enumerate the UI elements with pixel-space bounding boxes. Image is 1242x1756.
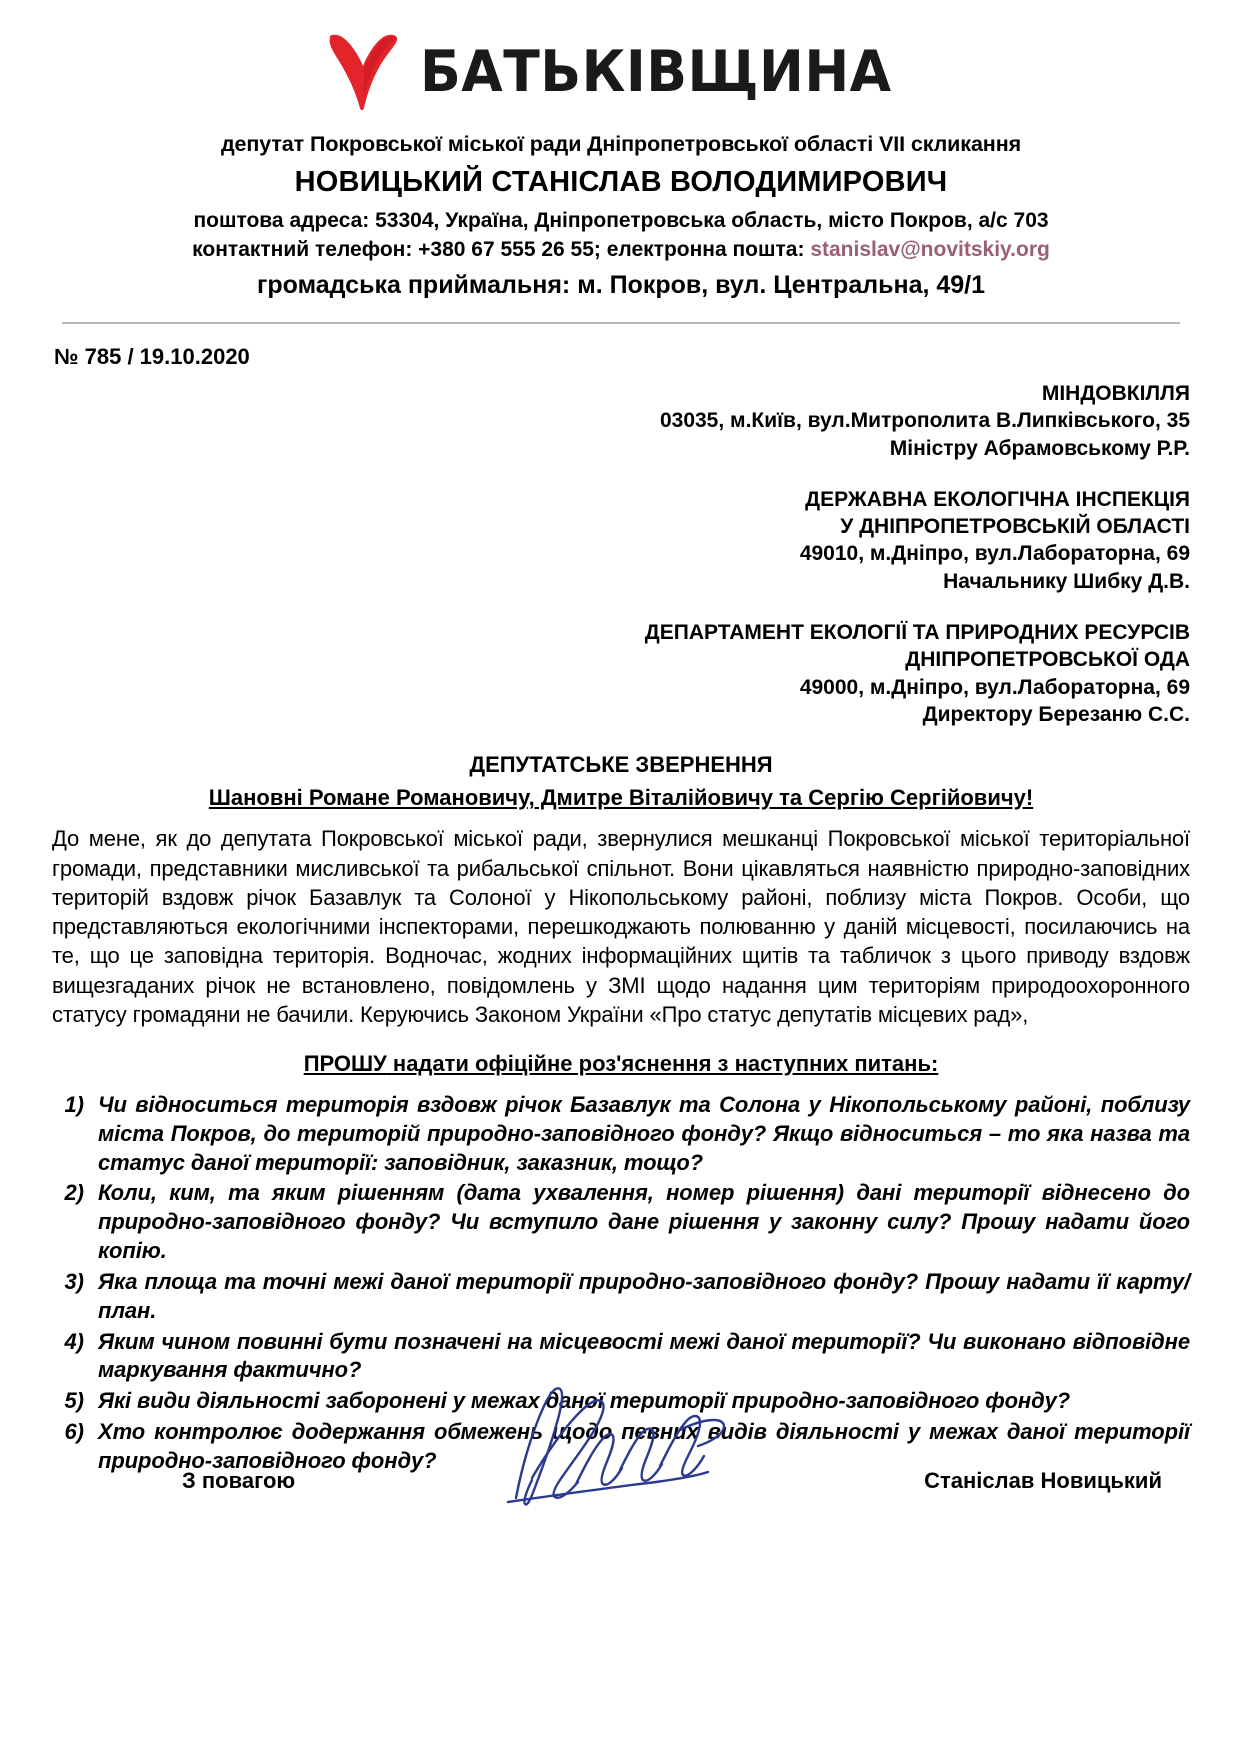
- header-divider: [62, 322, 1180, 324]
- letterhead: [52, 0, 1190, 324]
- addressee-line: Начальнику Шибку Д.В.: [943, 569, 1190, 593]
- addressee-line: Міністру Абрамовському Р.Р.: [889, 436, 1190, 460]
- question-item: [52, 1268, 1190, 1326]
- document-number: № 785 / 19.10.2020: [54, 344, 250, 369]
- question-text: Коли, ким, та яким рішенням (дата ухвалення, номер рішення) дані території віднесено до природно-заповідного фонду? Чи вступило дане рішення у законну силу? Прошу надати його копію.: [98, 1180, 1190, 1264]
- question-item: [52, 1091, 1190, 1177]
- question-number: 4): [64, 1328, 84, 1354]
- question-item: [52, 1179, 1190, 1265]
- question-number: 1): [64, 1092, 84, 1118]
- deputy-full-name: НОВИЦЬКИЙ СТАНІСЛАВ ВОЛОДИМИРОВИЧ: [294, 166, 948, 198]
- body-paragraph: До мене, як до депутата Покровської міської ради, звернулися мешканці Покровської міської територіальної громади, представники мисливської та рибальської спільнот. Вони цікавляться наявністю природно-заповідних територій вздовж річок Базавлук та Солоної у Нікопольському районі, поблизу міста Покров. Особи, що представляються екологічними інспекторами, перешкоджають полюванню у даній місцевості, посилаючись на те, що це заповідна територія. Водночас, жодних інформаційних щитів та табличок з цього приводу вздовж вищезгаданих річок не встановлено, повідомлень у ЗМІ щодо надання цим територіям природоохоронного статусу громадяни не бачили. Керуючись Законом України «Про статус депутатів місцевих рад»,: [52, 826, 1190, 1027]
- addressee-line: МІНДОВКІЛЛЯ: [1041, 382, 1190, 405]
- addressee-line: У ДНІПРОПЕТРОВСЬКІЙ ОБЛАСТІ: [840, 515, 1190, 539]
- salutation-text: Шановні Романе Романовичу, Дмитре Віталійовичу та Сергію Сергійовичу!: [208, 785, 1034, 811]
- addressee-block: [52, 380, 1190, 462]
- question-text: Яка площа та точні межі даної території природно-заповідного фонду? Прошу надати її карту/план.: [98, 1268, 1190, 1323]
- question-text: Хто контролює додержання обмежень щодо певних видів діяльності у межах даної території природно-заповідного фонду?: [98, 1418, 1190, 1473]
- addressee-line: 49000, м.Дніпро, вул.Лабораторна, 69: [799, 675, 1190, 699]
- contact-phone-label: контактний телефон: +380 67 555 26 55; електронна пошта:: [192, 238, 811, 261]
- addressee-line: 49010, м.Дніпро, вул.Лабораторна, 69: [799, 542, 1190, 566]
- addressee-block: [52, 486, 1190, 595]
- addressee-line: ДЕРЖАВНА ЕКОЛОГІЧНА ІНСПЕКЦІЯ: [805, 487, 1190, 511]
- party-logo: [52, 26, 1190, 118]
- signer-name: Станіслав Новицький: [924, 1468, 1162, 1493]
- question-number: 3): [64, 1268, 84, 1294]
- request-heading-rest: надати офіційне роз'яснення з наступних питань:: [386, 1051, 939, 1077]
- appeal-title: ДЕПУТАТСЬКЕ ЗВЕРНЕННЯ: [469, 752, 773, 778]
- addressee-line: ДЕПАРТАМЕНТ ЕКОЛОГІЇ ТА ПРИРОДНИХ РЕСУРСІВ: [644, 621, 1190, 645]
- salutation: [52, 785, 1190, 811]
- addressee-block: [52, 619, 1190, 728]
- signature-row: [52, 1370, 1190, 1498]
- question-number: 2): [64, 1180, 84, 1206]
- deputy-role: депутат Покровської міської ради Дніпропетровської області VII скликання: [220, 132, 1022, 156]
- request-heading: [52, 1051, 1190, 1077]
- addressee-list: [52, 380, 1190, 728]
- addressee-line: 03035, м.Київ, вул.Митрополита В.Липківського, 35: [659, 409, 1190, 433]
- brand-name: БАТЬКІВЩИНА: [420, 38, 892, 105]
- addressee-line: Директору Березаню С.С.: [922, 702, 1190, 726]
- question-number: 5): [64, 1388, 84, 1414]
- question-text: Чи відноситься територія вздовж річок Базавлук та Солона у Нікопольському районі, поблизу міста Покров, до територій природно-заповідного фонду? Якщо відноситься – то яка назва та статус даної території: заповідник, заказник, тощо?: [98, 1092, 1190, 1175]
- question-text: Яким чином повинні бути позначені на місцевості межі даної території? Чи виконано відповідне маркування фактично?: [98, 1328, 1190, 1383]
- handwritten-signature: [480, 1370, 740, 1520]
- addressee-line: ДНІПРОПЕТРОВСЬКОЇ ОДА: [905, 648, 1190, 672]
- contact-line: [52, 238, 1190, 262]
- heart-icon: [320, 32, 406, 112]
- request-heading-emphasis: ПРОШУ: [303, 1051, 387, 1077]
- email-address[interactable]: stanislav@novitskiy.org: [810, 238, 1050, 261]
- question-number: 6): [64, 1418, 84, 1444]
- question-text: Які види діяльності заборонені у межах даної території природно-заповідного фонду?: [98, 1388, 1071, 1414]
- postal-address: поштова адреса: 53304, Україна, Дніпропетровська область, місто Покров, а/с 703: [193, 209, 1049, 232]
- closing-phrase: З повагою: [182, 1468, 296, 1493]
- public-office-address: громадська приймальня: м. Покров, вул. Центральна, 49/1: [256, 271, 986, 299]
